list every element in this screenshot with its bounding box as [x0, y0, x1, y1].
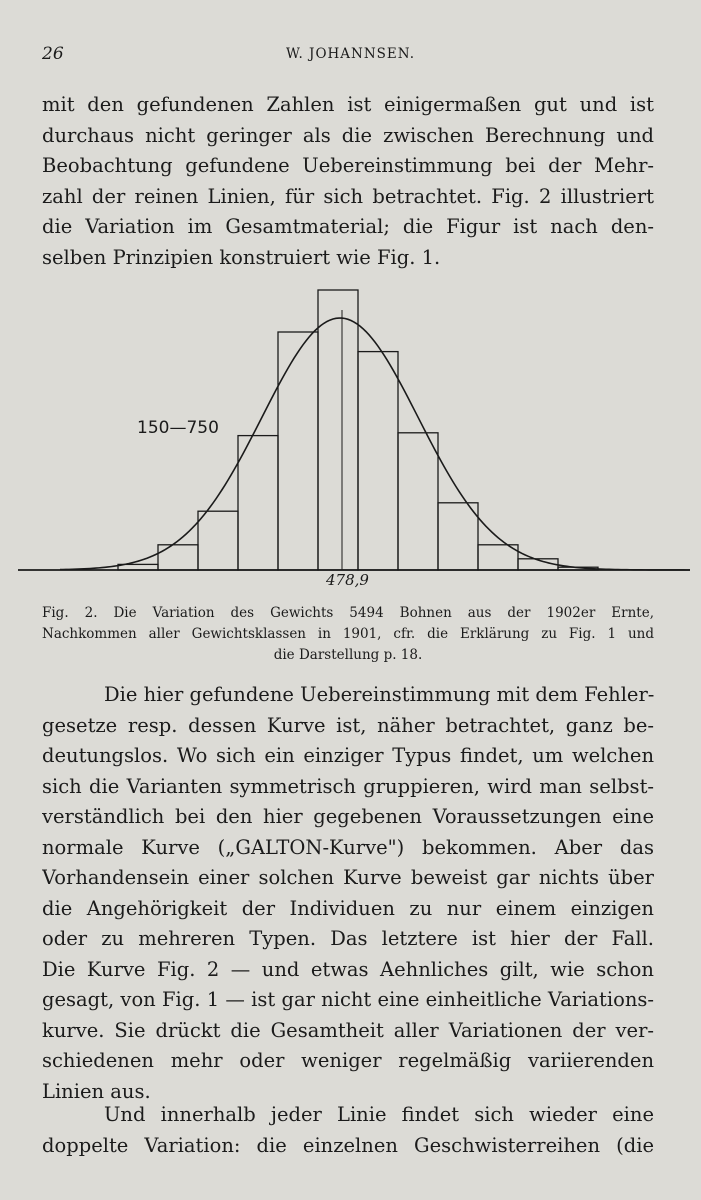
text-line: zahl der reinen Linien, für sich betrachtet. Fig. 2 illustriert — [42, 184, 654, 208]
text-line: verständlich bei den hier gegebenen Voraussetzungen eine — [42, 805, 654, 828]
text-line: doppelte Variation: die einzelnen Geschwisterreihen (die — [42, 1133, 654, 1157]
text-line: mit den gefundenen Zahlen ist einigermaßen gut und ist — [42, 93, 654, 116]
histogram-bar — [278, 332, 318, 570]
histogram-bar — [358, 352, 398, 570]
text-line: normale Kurve („GALTON-Kurve") bekommen. Aber das — [42, 835, 654, 859]
weight-range-label: 150—750 — [137, 418, 219, 438]
histogram-bar — [398, 433, 438, 570]
text-line: gesetze resp. dessen Kurve ist, näher betrachtet, ganz be- — [42, 713, 654, 737]
text-line: Linien aus. — [42, 1079, 151, 1103]
text-line: Die hier gefundene Uebereinstimmung mit dem Fehler- — [104, 683, 654, 706]
histogram-bar — [318, 290, 358, 570]
normal-curve — [60, 318, 690, 570]
caption-line: Nachkommen aller Gewichtsklassen in 1901, cfr. die Erklärung zu Fig. 1 und — [42, 626, 654, 642]
histogram-with-normal-curve — [0, 280, 701, 590]
text-line: schiedenen mehr oder weniger regelmäßig variierenden — [42, 1049, 654, 1072]
page-header — [42, 44, 659, 68]
figure-2 — [0, 280, 701, 600]
paragraph-1 — [42, 90, 654, 273]
histogram-bar — [238, 436, 278, 570]
histogram-bar — [158, 545, 198, 570]
page-number: 26 — [42, 44, 64, 64]
text-line: durchaus nicht geringer als die zwischen Berechnung und — [42, 123, 654, 147]
text-line: kurve. Sie drückt die Gesamtheit aller Variationen der ver- — [42, 1018, 654, 1042]
text-line: die Variation im Gesamtmaterial; die Figur ist nach den- — [42, 215, 654, 238]
running-head: W. JOHANNSEN. — [285, 46, 416, 62]
text-line: Beobachtung gefundene Uebereinstimmung bei der Mehr- — [42, 154, 654, 177]
figure-caption — [42, 603, 654, 666]
paragraph-2 — [42, 680, 654, 1107]
caption-line: Fig. 2. Die Variation des Gewichts 5494 Bohnen aus der 1902er Ernte, — [42, 605, 654, 621]
text-line: oder zu mehreren Typen. Das letztere ist hier der Fall. — [42, 927, 654, 950]
text-line: selben Prinzipien konstruiert wie Fig. 1. — [42, 245, 441, 269]
text-line: gesagt, von Fig. 1 — ist gar nicht eine einheitliche Variations- — [42, 988, 654, 1011]
histogram-bar — [438, 503, 478, 570]
text-line: sich die Varianten symmetrisch gruppieren, wird man selbst- — [42, 774, 654, 798]
text-line: Vorhandensein einer solchen Kurve beweist gar nichts über — [42, 866, 654, 889]
text-line: deutungslos. Wo sich ein einziger Typus findet, um welchen — [42, 744, 654, 767]
text-line: Die Kurve Fig. 2 — und etwas Aehnliches gilt, wie schon — [42, 957, 654, 981]
histogram-bar — [198, 511, 238, 570]
text-line: Und innerhalb jeder Linie findet sich wieder eine — [104, 1103, 654, 1126]
paragraph-3 — [42, 1100, 654, 1161]
mean-value-label: 478,9 — [326, 571, 369, 589]
text-line: die Angehörigkeit der Individuen zu nur einem einzigen — [42, 896, 654, 920]
caption-line: die Darstellung p. 18. — [273, 647, 423, 663]
